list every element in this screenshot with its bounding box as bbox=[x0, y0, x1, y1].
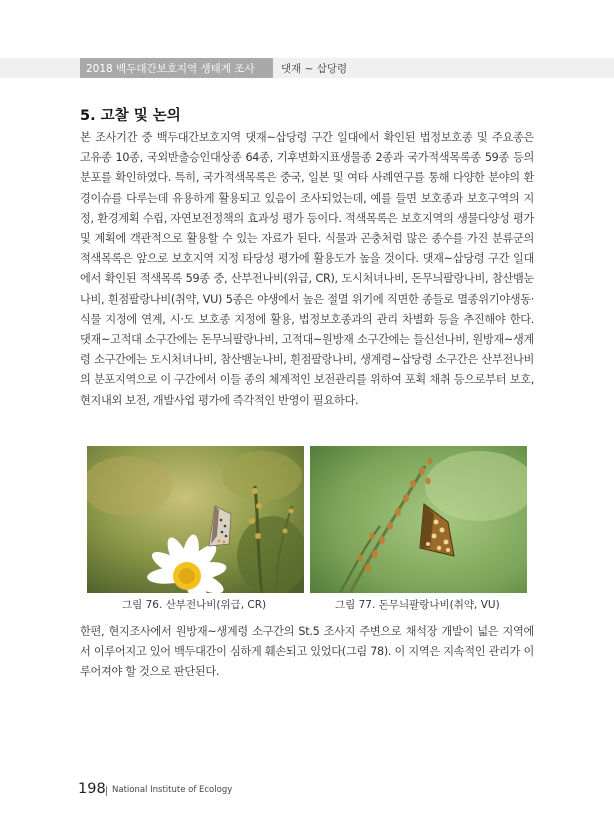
footer-organization: National Institute of Ecology bbox=[112, 785, 233, 795]
figure-76-photo bbox=[87, 446, 304, 593]
page-number: 198 bbox=[78, 781, 106, 797]
header-band bbox=[0, 0, 614, 28]
figure-76-caption: 그림 76. 산부전나비(위급, CR) bbox=[122, 599, 267, 611]
footer-separator bbox=[106, 786, 107, 796]
header-title: 2018 백두대간보호지역 생태계 조사 bbox=[86, 63, 255, 75]
figure-77-photo bbox=[310, 446, 527, 593]
body-paragraph-1: 본 조사기간 중 백두대간보호지역 댓재~삽당령 구간 일대에서 확인된 법정보호종 및 주요종은 고유종 10종, 국외반출승인대상종 64종, 기후변화지표생물종 2종과 국가적색목록종 59종 등의 분포를 확인하였다. 특히, 국가적색목록은 중국, 일본 및 여타 사례연구를 통해 다양한 분야의 환경이슈를 다루는데 유용하게 활용되고 있음이 조사되었는데, 예를 들면 보호종과 보호구역의 지정, 환경계획 수립, 자연보전정책의 효과성 평가 등이다. 적색목록은 보호지역의 생물다양성 평가 및 계획에 객관적으로 활용할 수 있는 자료가 된다. 식물과 곤충처럼 많은 종수를 가진 분류군의 적색목록은 앞으로 보호지역 지정 타당성 평가에 활용도가 높을 것이다. 댓재~삽당령 구간 일대에서 확인된 적색목록 59종 중, 산부전나비(위급, CR), 도시처녀나비, 돈무늬팔랑나비, 참산뱀눈나비, 흰점팔랑나비(취약, VU) 5종은 야생에서 높은 절멸 위기에 직면한 종들로 멸종위기야생동·식물 지정에 연계, 시·도 보호종 지정에 활용, 법정보호종과의 관리 차별화 등을 추진해야 한다. 댓재~고적대 소구간에는 돈무늬팔랑나비, 고적대~원방재 소구간에는 들신선나비, 원방재~생계령 소구간에는 도시처녀나비, 참산뱀눈나비, 흰점팔랑나비, 생계령~삽당령 소구간은 산부전나비의 분포지역으로 이 구간에서 이들 종의 체계적인 보전관리를 위하여 포획 채취 등으로부터 보호, 현지내외 보전, 개발사업 평가에 즉각적인 반영이 필요하다. bbox=[80, 131, 534, 407]
header-subtitle: 댓재 ~ 삽당령 bbox=[281, 63, 348, 75]
body-paragraph-2: 한편, 현지조사에서 원방재~생계령 소구간의 St.5 조사지 주변으로 채석장 개발이 넓은 지역에서 이루어지고 있어 백두대간이 심하게 훼손되고 있었다(그림 78). 이 지역은 지속적인 관리가 이루어져야 할 것으로 판단된다. bbox=[80, 625, 534, 679]
section-heading: 5. 고찰 및 논의 bbox=[80, 108, 181, 124]
figure-77-caption: 그림 77. 돈무늬팔랑나비(취약, VU) bbox=[335, 599, 500, 611]
